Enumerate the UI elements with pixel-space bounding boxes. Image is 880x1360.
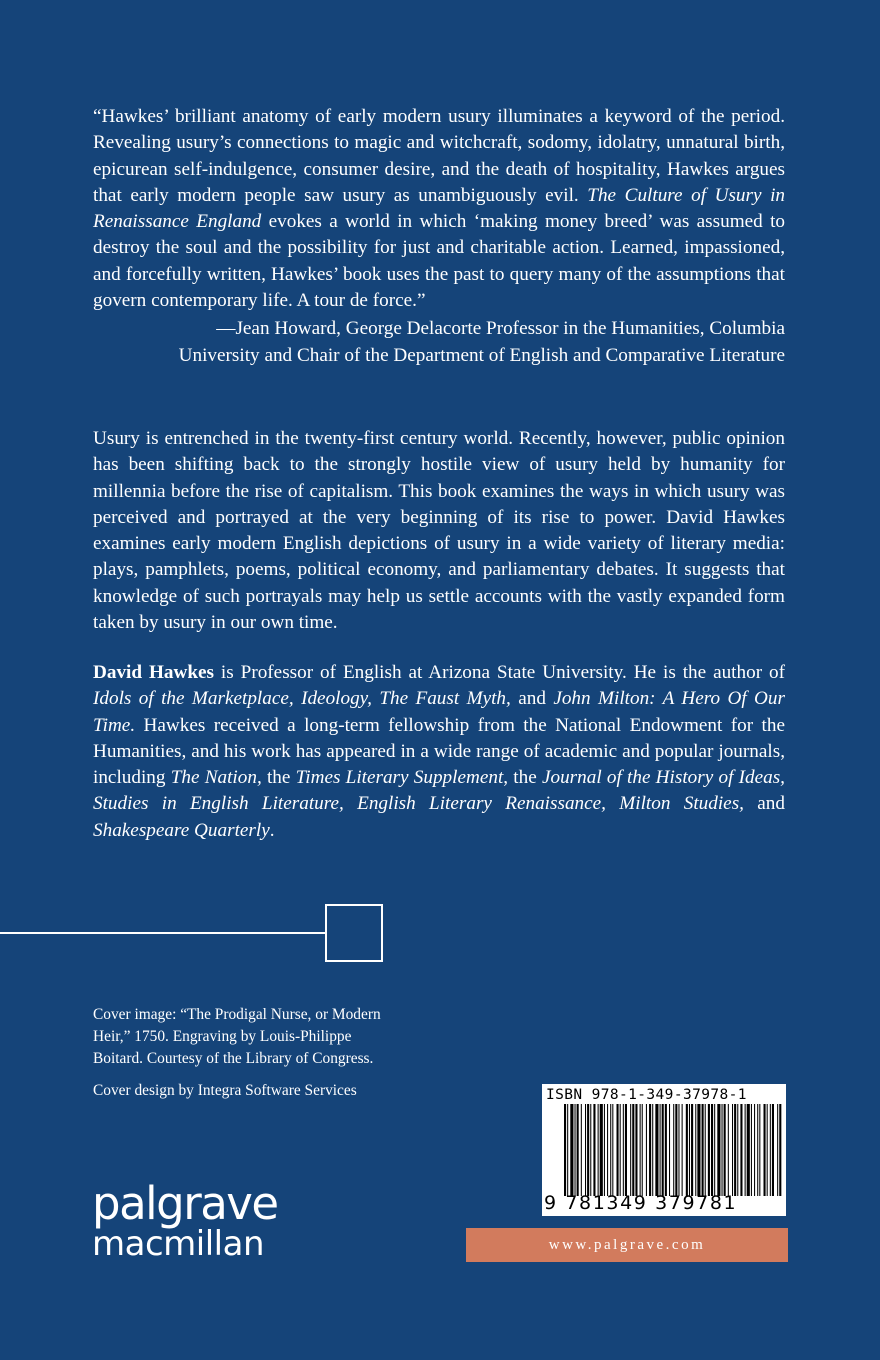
barcode-bar [675, 1104, 677, 1196]
barcode-bar [646, 1104, 647, 1196]
isbn-barcode [542, 1084, 786, 1216]
barcode-bar [604, 1104, 605, 1196]
book-description-block [93, 426, 785, 636]
barcode-bar [724, 1104, 726, 1196]
barcode-bar [635, 1104, 637, 1196]
divider-square [325, 904, 383, 962]
bio-text: the [261, 767, 296, 789]
isbn-digits: 9 781349 379781 [544, 1192, 738, 1214]
barcode-bar [686, 1104, 688, 1196]
quote-text-1: “Hawkes’ brilliant anatomy of early modern usury illuminates a keyword of the period. Revealing usury’s connections to magic and witchcraft, sodomy, idolatry, unnatural birth, epicurean self-indulgence, consumer desire, and the death of hospitality, Hawkes argues that early modern people saw usury as unambiguously evil. [93, 106, 785, 206]
bio-text: and [743, 793, 785, 815]
bio-italic: Shakespeare Quarterly [93, 819, 270, 841]
review-quote [93, 104, 785, 314]
bio-italic: John Milton: A Hero Of Our Time. [93, 688, 785, 736]
barcode-bar [770, 1104, 771, 1196]
barcode-bar [714, 1104, 715, 1196]
book-description: Usury is entrenched in the twenty-first century world. Recently, however, public opinion has been shifting back to the strongly hostile view of usury held by humanity for millennia before the rise of capitalism. This book examines the ways in which usury was perceived and portrayed at the very beginning of its rise to power. David Hawkes examines early modern English depictions of usury in a wide variety of literary media: plays, pamphlets, poems, political economy, and parliamentary debates. It suggests that knowledge of such portrayals may help us settle accounts with the vastly expanded form taken by usury in our own time. [93, 428, 785, 634]
barcode-bar [682, 1104, 683, 1196]
barcode-bar [717, 1104, 720, 1196]
barcode-bar [625, 1104, 627, 1196]
barcode-bar [757, 1104, 758, 1196]
barcode-bar [652, 1104, 653, 1196]
publisher-logo-line2: macmillan [92, 1224, 264, 1264]
barcode-bar [745, 1104, 746, 1196]
author-bio [93, 660, 785, 844]
bio-text: is Professor of English at Arizona State University. He is the author of [214, 662, 785, 683]
barcode-bar [590, 1104, 591, 1196]
barcode-bar [612, 1104, 613, 1196]
barcode-bar [695, 1104, 696, 1196]
bio-italic: Idols of the Marketplace, Ideology, The Faust Myth, [93, 688, 511, 710]
publisher-logo-line1: palgrave [92, 1177, 278, 1230]
bio-text: and [510, 688, 554, 710]
barcode-bar [702, 1104, 704, 1196]
barcode-bar [747, 1104, 750, 1196]
barcode-bar [577, 1104, 579, 1196]
quote-text-2: evokes a world in which ‘making money breed’ was assumed to destroy the soul and the possibility for just and charitable action. Learned, impassioned, and forcefully written, Hawkes’ book uses the past to query many of the assumptions that govern contemporary life. A tour de force.” [93, 211, 785, 312]
review-quote-block [93, 104, 785, 369]
barcode-bar [617, 1104, 619, 1196]
barcode-bar [708, 1104, 710, 1196]
barcode-bar [678, 1104, 679, 1196]
barcode-bar [642, 1104, 643, 1196]
barcode-bar [564, 1104, 566, 1196]
bio-text: , the [503, 767, 542, 789]
barcode-bar [649, 1104, 651, 1196]
barcode-bar [764, 1104, 766, 1196]
barcode-bar [660, 1104, 661, 1196]
publisher-website[interactable]: www.palgrave.com [466, 1228, 788, 1262]
barcode-bar [623, 1104, 624, 1196]
cover-credits [93, 1004, 383, 1112]
barcode-bar [581, 1104, 582, 1196]
cover-design-credit: Cover design by Integra Software Services [93, 1082, 357, 1099]
barcode-bar [767, 1104, 768, 1196]
barcode-bar [630, 1104, 631, 1196]
barcode-bar [740, 1104, 742, 1196]
attribution-line-2: University and Chair of the Department of English and Comparative Literature [178, 344, 785, 366]
attribution-line-1: —Jean Howard, George Delacorte Professor in the Humanities, Columbia [216, 318, 785, 340]
barcode-bar [632, 1104, 634, 1196]
publisher-logo [92, 1177, 278, 1264]
barcode-bar [705, 1104, 706, 1196]
barcode-bar [570, 1104, 573, 1196]
cover-image-credit: Cover image: “The Prodigal Nurse, or Modern Heir,” 1750. Engraving by Louis-Philippe Boitard. Courtesy of the Library of Congress. [93, 1006, 381, 1067]
barcode-bar [567, 1104, 568, 1196]
barcode-bar [711, 1104, 713, 1196]
divider-line [0, 932, 327, 934]
barcode-bars [564, 1104, 782, 1196]
barcode-bar [759, 1104, 760, 1196]
barcode-bar [689, 1104, 690, 1196]
bio-italic: The Nation, [170, 767, 262, 789]
barcode-bar [655, 1104, 658, 1196]
barcode-bar [620, 1104, 621, 1196]
barcode-bar [598, 1104, 599, 1196]
barcode-bar [732, 1104, 733, 1196]
barcode-bar [722, 1104, 723, 1196]
barcode-bar [728, 1104, 729, 1196]
barcode-bar [697, 1104, 700, 1196]
author-bio-block [93, 660, 785, 844]
barcode-bar [737, 1104, 738, 1196]
barcode-bar [772, 1104, 774, 1196]
barcode-bar [640, 1104, 641, 1196]
barcode-bar [779, 1104, 781, 1196]
barcode-bar [777, 1104, 778, 1196]
barcode-bar [585, 1104, 586, 1196]
barcode-bar [593, 1104, 595, 1196]
barcode-bar [691, 1104, 693, 1196]
barcode-bar [600, 1104, 603, 1196]
barcode-bar [673, 1104, 674, 1196]
bio-italic: Journal of the History of Ideas, Studies in English Literature, English Literary Renaissance, Milton Studies, [93, 767, 785, 815]
barcode-bar [754, 1104, 755, 1196]
barcode-bar [669, 1104, 670, 1196]
book-title-italic: The Culture of Usury in Renaissance England [93, 184, 785, 233]
author-name: David Hawkes [93, 662, 214, 683]
barcode-bar [734, 1104, 736, 1196]
bio-text: Hawkes received a long-term fellowship from the National Endowment for the Humanities, and his work has appeared in a wide range of academic and popular journals, including [93, 714, 785, 789]
barcode-bar [575, 1104, 576, 1196]
barcode-bar [610, 1104, 611, 1196]
barcode-bar [665, 1104, 667, 1196]
barcode-bar [587, 1104, 589, 1196]
barcode-bar [751, 1104, 752, 1196]
isbn-label: ISBN 978-1-349-37978-1 [546, 1087, 747, 1103]
bio-italic: Times Literary Supplement [295, 767, 504, 789]
barcode-bar [662, 1104, 664, 1196]
quote-attribution [93, 316, 785, 369]
bio-text: . [269, 819, 275, 841]
barcode-bar [607, 1104, 608, 1196]
